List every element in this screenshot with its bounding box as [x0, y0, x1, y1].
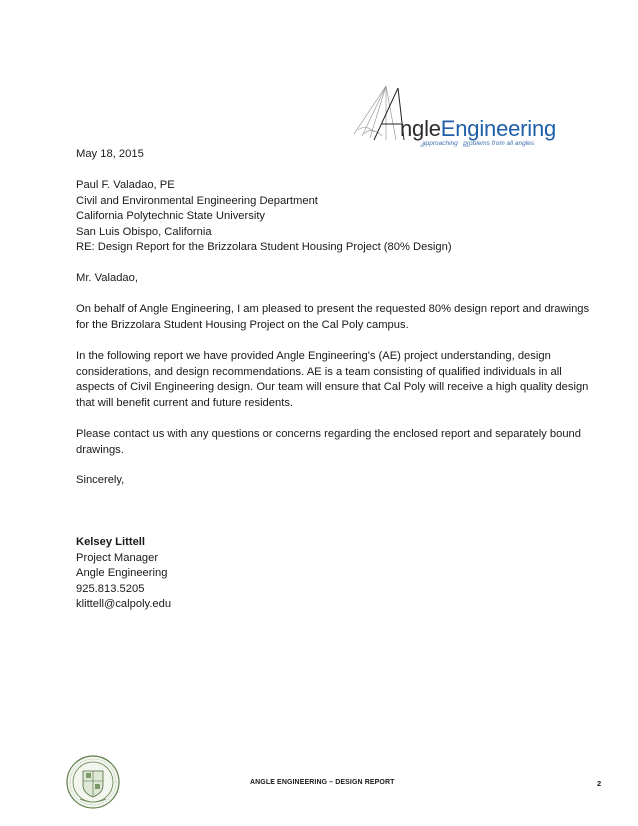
recipient-address	[76, 178, 566, 240]
signer-email: klittell@calpoly.edu	[76, 598, 172, 611]
paragraph-line: drawings.	[76, 443, 124, 456]
footer-title: ANGLE ENGINEERING – DESIGN REPORT	[250, 779, 395, 786]
recipient-name: Paul F. Valadao, PE	[76, 179, 175, 191]
paragraph-line: considerations, and design recommendations. AE is a team consisting of qualified individuals in all	[76, 365, 562, 378]
paragraph-2	[76, 349, 589, 411]
signer-phone: 925.813.5205	[76, 582, 145, 595]
page-number: 2	[597, 779, 602, 788]
signer-name: Kelsey Littell	[76, 536, 146, 548]
salutation	[76, 271, 566, 287]
signature-block	[76, 535, 566, 613]
subject-text: RE: Design Report for the Brizzolara Student Housing Project (80% Design)	[76, 241, 452, 253]
logo-word-part1: ngle	[400, 116, 441, 141]
paragraph-line: for the Brizzolara Student Housing Project on the Cal Poly campus.	[76, 318, 409, 331]
logo-tagline	[422, 140, 534, 147]
paragraph-1	[76, 302, 590, 333]
logo-word-part2: Engineering	[440, 116, 557, 141]
closing	[76, 473, 566, 489]
logo-wordmark	[400, 116, 556, 142]
recipient-department: Civil and Environmental Engineering Department	[76, 194, 318, 207]
university-seal-icon	[66, 755, 120, 809]
subject-line	[76, 240, 566, 256]
salutation-text: Mr. Valadao,	[76, 272, 138, 284]
letter-date	[76, 147, 566, 163]
logo-tag-part1: approaching	[422, 140, 458, 147]
paragraph-line: In the following report we have provided Angle Engineering's (AE) project understanding, design	[76, 350, 551, 362]
paragraph-line: On behalf of Angle Engineering, I am pleased to present the requested 80% design report and drawings	[76, 303, 590, 315]
paragraph-line: that will benefit current and future residents.	[76, 396, 294, 409]
paragraph-3	[76, 427, 581, 458]
paragraph-line: Please contact us with any questions or concerns regarding the enclosed report and separately bound	[76, 428, 581, 440]
recipient-institution: California Polytechnic State University	[76, 210, 266, 223]
closing-text: Sincerely,	[76, 474, 125, 486]
signer-title: Project Manager	[76, 551, 159, 564]
paragraph-line: aspects of Civil Engineering design. Our team will ensure that Cal Poly will receive a high quality design	[76, 381, 589, 394]
signer-company: Angle Engineering	[76, 567, 168, 580]
recipient-location: San Luis Obispo, California	[76, 225, 212, 238]
logo-tag-part2: problems from all angles	[463, 140, 535, 147]
date-text: May 18, 2015	[76, 148, 144, 160]
